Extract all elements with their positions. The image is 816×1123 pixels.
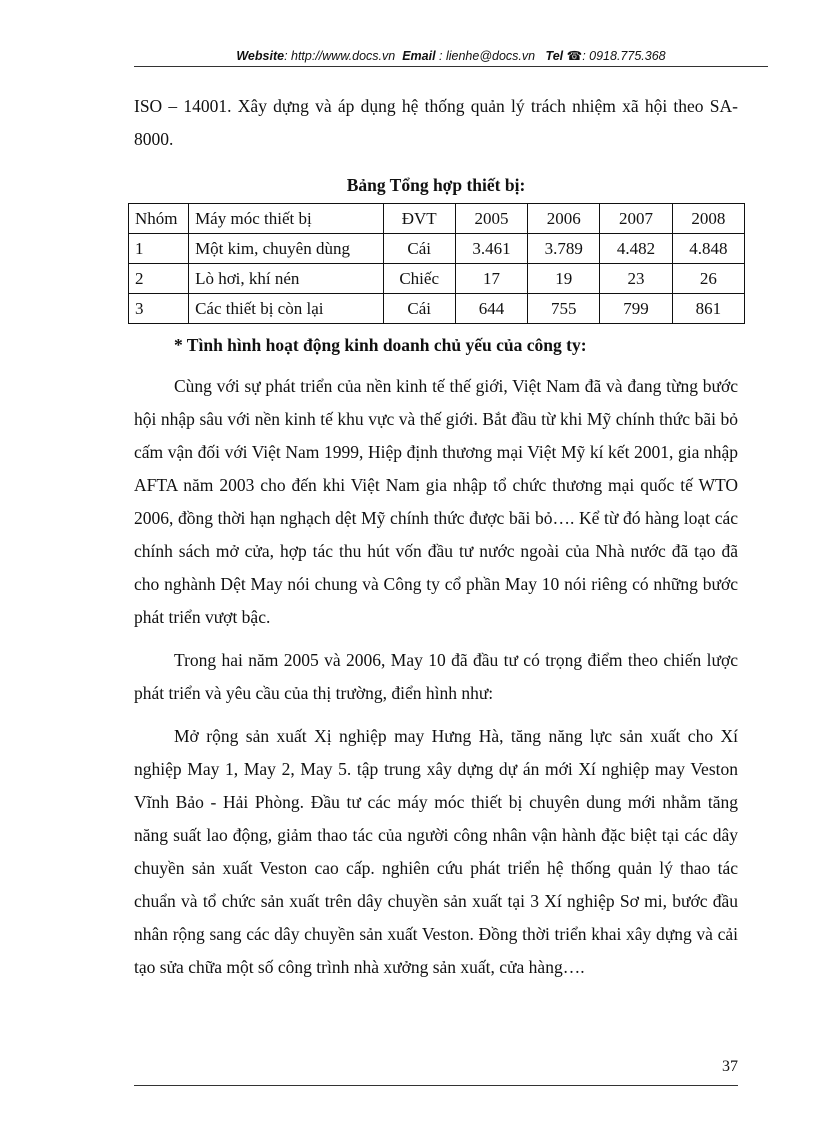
section-heading: * Tình hình hoạt động kinh doanh chủ yếu của công ty:: [174, 335, 587, 355]
header-cell-2005: 2005: [455, 204, 527, 234]
table-row: [129, 234, 745, 264]
body-paragraph: Trong hai năm 2005 và 2006, May 10 đã đầu tư có trọng điểm theo chiến lược phát triển và yêu cầu của thị trường, điển hình như:: [134, 650, 738, 703]
email-value: : lienhe@docs.vn: [439, 49, 536, 63]
table-title: Bảng Tổng hợp thiết bị:: [346, 175, 526, 195]
table-cell: Một kim, chuyên dùng: [189, 234, 383, 264]
footer-divider: [134, 1085, 738, 1086]
header-cell-2007: 2007: [600, 204, 672, 234]
table-cell: 3.461: [455, 234, 527, 264]
table-cell: Cái: [383, 294, 455, 324]
table-cell: 26: [672, 264, 744, 294]
document-body: [134, 90, 738, 984]
table-cell: 3.789: [528, 234, 600, 264]
table-cell: 755: [528, 294, 600, 324]
table-cell: 19: [528, 264, 600, 294]
tel-label: Tel: [545, 49, 564, 63]
table-row: [129, 264, 745, 294]
page-header: [134, 48, 768, 63]
table-cell: 799: [600, 294, 672, 324]
intro-paragraph: ISO – 14001. Xây dựng và áp dụng hệ thống quản lý trách nhiệm xã hội theo SA-8000.: [134, 96, 738, 149]
header-cell-2008: 2008: [672, 204, 744, 234]
table-cell: 3: [129, 294, 189, 324]
table-cell: 1: [129, 234, 189, 264]
body-paragraph: Mở rộng sản xuất Xị nghiệp may Hưng Hà, tăng năng lực sản xuất cho Xí nghiệp May 1, May 2, May 5. tập trung xây dựng dự án mới Xí nghiệp may Veston Vĩnh Bảo - Hải Phòng. Đầu tư các máy móc thiết bị chuyên dung mới nhằm tăng năng suất lao động, giảm thao tác của người công nhân vận hành đặc biệt tại các dây chuyền sản xuất Veston cao cấp. nghiên cứu phát triển hệ thống quản lý thao tác chuẩn và tổ chức sản xuất trên dây chuyền sản xuất tại 3 Xí nghiệp Sơ mi, bước đầu nhân rộng sang các dây chuyền sản xuất Veston. Đồng thời triển khai xây dựng và cải tạo sửa chữa một số công trình nhà xưởng sản xuất, cửa hàng….: [134, 726, 738, 977]
page-number: 37: [722, 1058, 738, 1075]
table-cell: Chiếc: [383, 264, 455, 294]
header-cell-2006: 2006: [528, 204, 600, 234]
tel-value: : 0918.775.368: [582, 49, 666, 63]
table-cell: 2: [129, 264, 189, 294]
table-cell: 644: [455, 294, 527, 324]
phone-icon: ☎: [566, 49, 583, 63]
equipment-table: [128, 203, 745, 324]
body-paragraph: Cùng với sự phát triển của nền kinh tế thế giới, Việt Nam đã và đang từng bước hội nhập sâu với nền kinh tế khu vực và thế giới. Bắt đầu từ khi Mỹ chính thức bãi bỏ cấm vận đối với Việt Nam 1999, Hiệp định thương mại Việt Mỹ kí kết 2001, gia nhập AFTA năm 2003 cho đến khi Việt Nam gia nhập tổ chức thương mại quốc tế WTO 2006, đồng thời hạn nghạch dệt Mỹ chính thức được bãi bỏ…. Kể từ đó hàng loạt các chính sách mở cửa, hợp tác thu hút vốn đầu tư nước ngoài của Nhà nước đã tạo đã cho nghành Dệt May nói chung và Công ty cổ phần May 10 nói riêng có những bước phát triển vượt bậc.: [134, 376, 738, 627]
table-cell: 4.482: [600, 234, 672, 264]
table-cell: Cái: [383, 234, 455, 264]
header-divider: [134, 66, 768, 67]
table-cell: 23: [600, 264, 672, 294]
website-value: : http://www.docs.vn: [284, 49, 396, 63]
website-label: Website: [236, 49, 285, 63]
table-cell: 861: [672, 294, 744, 324]
email-label: Email: [402, 49, 436, 63]
header-cell-equipment: Máy móc thiết bị: [189, 204, 383, 234]
table-cell: 4.848: [672, 234, 744, 264]
table-cell: Lò hơi, khí nén: [189, 264, 383, 294]
header-cell-group: Nhóm: [129, 204, 189, 234]
table-cell: Các thiết bị còn lại: [189, 294, 383, 324]
table-row: [129, 294, 745, 324]
header-cell-unit: ĐVT: [383, 204, 455, 234]
table-cell: 17: [455, 264, 527, 294]
table-header-row: [129, 204, 745, 234]
